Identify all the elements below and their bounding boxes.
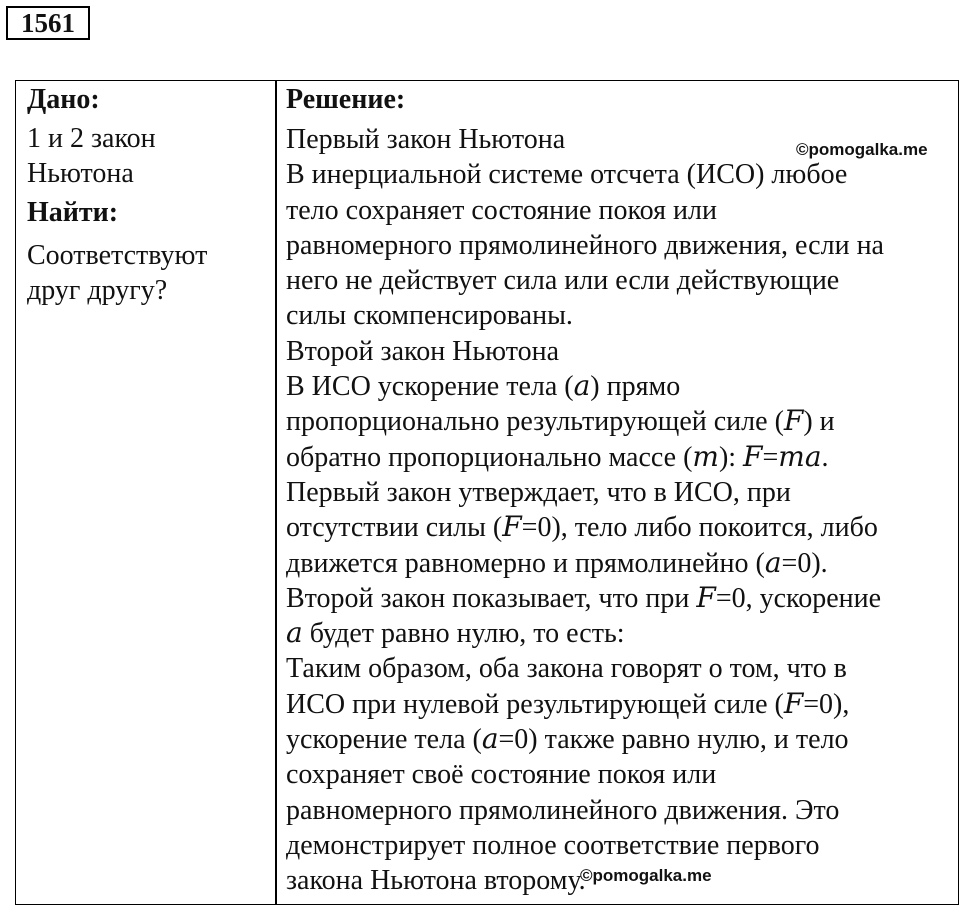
solution-line: закона Ньютона второму.: [286, 865, 586, 897]
solution-line: ускорение тела (𝑎=0) также равно нулю, и тело: [286, 724, 849, 756]
solution-line: отсутствии силы (𝐹=0), тело либо покоится, либо: [286, 512, 878, 544]
solution-line: Первый закон Ньютона: [286, 124, 566, 155]
solution-line: тело сохраняет состояние покоя или: [286, 194, 717, 226]
given-heading: Дано:: [27, 84, 100, 115]
given-line: 1 и 2 закон: [27, 123, 156, 154]
solution-line: равномерного прямолинейного движения, если на: [286, 229, 884, 261]
solution-line: В ИСО ускорение тела (𝑎) прямо: [286, 371, 681, 403]
find-line: Соответствуют: [27, 240, 208, 271]
solution-line: демонстрирует полное соответствие первого: [286, 829, 820, 861]
solution-line: Второй закон Ньютона: [286, 335, 559, 367]
watermark-bottom: ©pomogalka.me: [580, 866, 712, 885]
solution-line: силы скомпенсированы.: [286, 300, 573, 332]
given-line: Ньютона: [27, 158, 134, 189]
solution-line: Второй закон показывает, что при 𝐹=0, ускорение: [286, 582, 882, 614]
solution-line: равномерного прямолинейного движения. Это: [286, 794, 840, 826]
solution-line: обратно пропорционально массе (𝑚): 𝐹=𝑚𝑎.: [286, 441, 829, 473]
solution-line: Первый закон утверждает, что в ИСО, при: [286, 476, 791, 508]
solution-line: 𝑎 будет равно нулю, то есть:: [286, 618, 625, 650]
find-line: друг другу?: [27, 275, 168, 306]
solution-line: пропорционально результирующей силе (𝐹) и: [286, 406, 835, 438]
solution-line: движется равномерно и прямолинейно (𝑎=0).: [286, 547, 828, 579]
watermark-top: ©pomogalka.me: [796, 140, 928, 159]
find-heading: Найти:: [27, 197, 119, 228]
solution-line: сохраняет своё состояние покоя или: [286, 759, 717, 791]
solution-heading: Решение:: [286, 84, 406, 115]
column-divider: [275, 80, 277, 905]
solution-line: В инерциальной системе отсчета (ИСО) любое: [286, 159, 848, 191]
solution-line: Таким образом, оба закона говорят о том, что в: [286, 653, 847, 685]
problem-number: 1561: [6, 6, 90, 40]
solution-column: [286, 82, 956, 899]
solution-line: ИСО при нулевой результирующей силе (𝐹=0),: [286, 688, 850, 720]
given-column: [27, 82, 267, 308]
solution-line: него не действует сила или если действующие: [286, 265, 840, 297]
